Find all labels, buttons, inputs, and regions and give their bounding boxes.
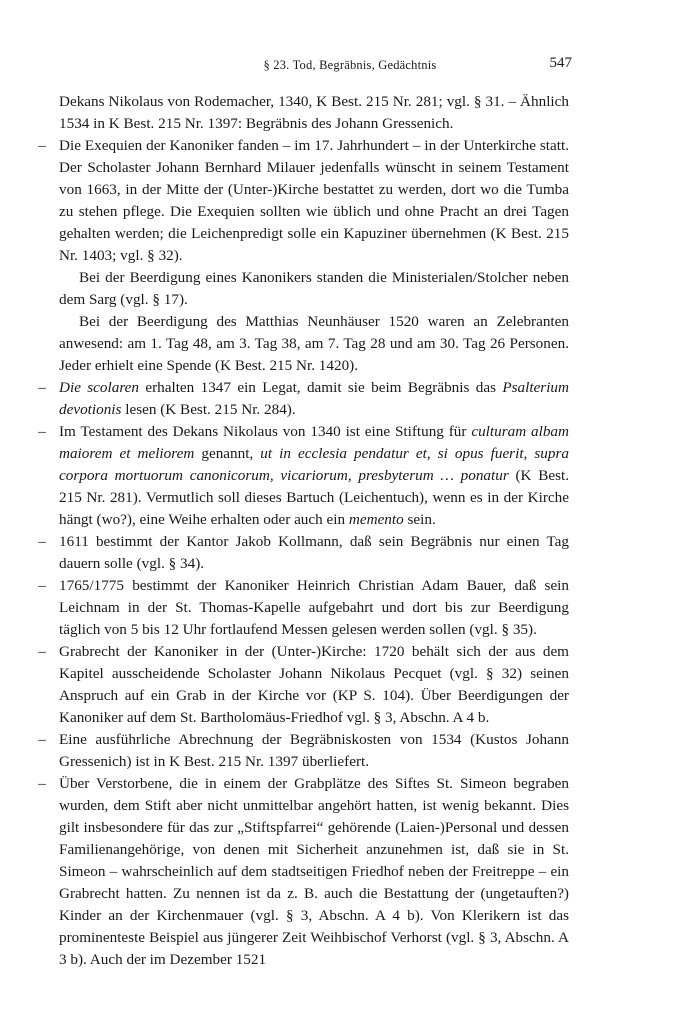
latin-quote: ut in ecclesia pendatur et, si opus fuerit, supra corpora mortuorum canonicorum, vicariorum, presbyterum … ponatur: [59, 445, 569, 484]
text-segment: Dekans Nikolaus von Rodemacher, 1340, K Best. 215 Nr. 281; vgl. § 31. – Ähnlich 1534 in K Best. 215 Nr. 1397: Begräbnis des Johann Gressenich.: [59, 93, 569, 132]
text-segment: sein.: [403, 511, 436, 528]
text-segment: Bei der Beerdigung eines Kanonikers standen die Ministerialen/Stolcher neben dem Sarg (vgl. § 17).: [59, 269, 569, 308]
list-dash: –: [38, 731, 46, 748]
list-item: [38, 575, 569, 641]
list-item: [38, 531, 569, 575]
running-title: § 23. Tod, Begräbnis, Gedächtnis: [263, 58, 437, 72]
paragraph: [59, 311, 569, 377]
latin-quote: Psalterium devotionis: [59, 379, 569, 418]
list-item: [38, 641, 569, 729]
list-item: [38, 421, 569, 531]
latin-quote: culturam albam maiorem et meliorem: [59, 423, 569, 462]
list-dash: –: [38, 577, 46, 594]
list-dash: –: [38, 379, 46, 396]
list-item: [38, 377, 569, 421]
list-item: [38, 135, 569, 267]
paragraph: [59, 267, 569, 311]
text-segment: Eine ausführliche Abrechnung der Begräbniskosten von 1534 (Kustos Johann Gressenich) ist in K Best. 215 Nr. 1397 überliefert.: [59, 731, 569, 770]
text-segment: Bei der Beerdigung des Matthias Neunhäuser 1520 waren an Zelebranten anwesend: am 1. Tag 48, am 3. Tag 38, am 7. Tag 28 und am 30. Tag 26 Personen. Jeder erhielt eine Spende (K Best. 215 Nr. 1420).: [59, 313, 569, 374]
text-segment: lesen (K Best. 215 Nr. 284).: [121, 401, 296, 418]
list-dash: –: [38, 423, 46, 440]
text-segment: erhalten 1347 ein Legat, damit sie beim Begräbnis das: [139, 379, 503, 396]
text-segment: Über Verstorbene, die in einem der Grabplätze des Siftes St. Simeon begraben wurden, dem Stift aber nicht unmittelbar angehört hatten, ist wenig bekannt. Dies gilt insbesondere für das zur „Stiftspfarrei“ gehörende (Laien-)Personal und dessen Familienangehörige, von denen mit Sicherheit anzunehmen ist, daß sie in St. Simeon – wahrscheinlich auf dem stadtseitigen Friedhof neben der Freitreppe – ein Grabrecht hatten. Zu nennen ist da z. B. auch die Bestattung der (ungetauften?) Kinder an der Kirchenmauer (vgl. § 3, Abschn. A 4 b). Von Klerikern ist das prominenteste Beispiel aus jüngerer Zeit Weihbischof Verhorst (vgl. § 3, Abschn. A 3 b). Auch der im Dezember 1521: [59, 775, 569, 968]
latin-quote: Die scolaren: [59, 379, 140, 396]
list-dash: –: [38, 533, 46, 550]
text-segment: genannt,: [194, 445, 261, 462]
text-segment: Die Exequien der Kanoniker fanden – im 17. Jahrhundert – in der Unterkirche statt. Der Scholaster Johann Bernhard Milauer jedenfalls wünscht in seinem Testament von 1663, in der Mitte der (Unter-)Kirche bestattet zu werden, dort wo die Tumba zu stehen pflege. Die Exequien sollten wie üblich und ohne Pracht an drei Tagen gehalten werden; die Leichenpredigt solle ein Kapuziner übernehmen (K Best. 215 Nr. 1403; vgl. § 32).: [59, 137, 569, 264]
list-dash: –: [38, 137, 46, 154]
text-segment: 1765/1775 bestimmt der Kanoniker Heinrich Christian Adam Bauer, daß sein Leichnam in der St. Thomas-Kapelle aufgebahrt und dort bis zur Beerdigung täglich von 5 bis 12 Uhr fortlaufend Messen gelesen werden sollen (vgl. § 35).: [59, 577, 569, 638]
text-segment: Grabrecht der Kanoniker in der (Unter-)Kirche: 1720 behält sich der aus dem Kapitel ausscheidende Scholaster Johann Nikolaus Pecquet (vgl. § 32) seinen Anspruch auf ein Grab in der Kirche vor (KP S. 104). Über Beerdigungen der Kanoniker auf dem St. Bartholomäus-Friedhof vgl. § 3, Abschn. A 4 b.: [59, 643, 569, 726]
latin-quote: memento: [348, 511, 404, 528]
running-head: [0, 55, 700, 77]
page-number: 547: [549, 55, 572, 71]
list-dash: –: [38, 643, 46, 660]
text-segment: (K Best. 215 Nr. 281). Vermutlich soll dieses Bartuch (Leichentuch), wenn es in der Kirche hängt (wo?), eine Weihe erhalten oder auch ein: [59, 467, 569, 528]
text-segment: 1611 bestimmt der Kantor Jakob Kollmann, daß sein Begräbnis nur einen Tag dauern solle (vgl. § 34).: [59, 533, 569, 572]
list-item: [38, 773, 569, 971]
list-item: [38, 729, 569, 773]
body-text: [38, 91, 569, 971]
paragraph-continuation: [59, 91, 569, 135]
text-segment: Im Testament des Dekans Nikolaus von 1340 ist eine Stiftung für: [59, 423, 472, 440]
list-dash: –: [38, 775, 46, 792]
